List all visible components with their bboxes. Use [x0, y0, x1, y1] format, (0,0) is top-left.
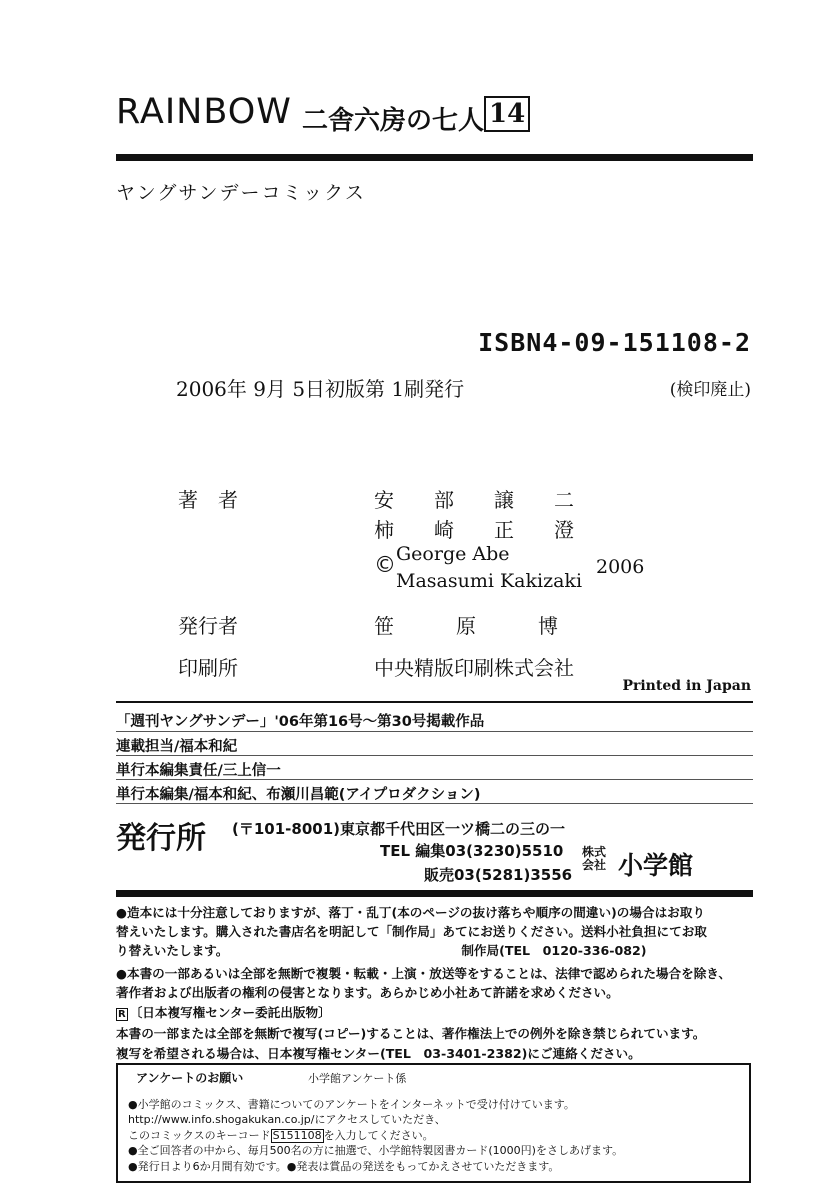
author-role: 著者	[178, 488, 258, 512]
rrc-icon: R	[118, 1009, 126, 1020]
survey-line: ●発行日より6か月間有効です。●発表は賞品の発送をもってかえさせていただきます。	[128, 1160, 560, 1173]
survey-keycode-line	[128, 1127, 434, 1143]
corporation-type: 株式 会社	[582, 845, 607, 872]
credit-line: 「週刊ヤングサンデー」'06年第16号〜第30号掲載作品	[116, 714, 485, 730]
keycode-suffix: を入力してください。	[323, 1129, 434, 1142]
isbn: ISBN4-09-151108-2	[478, 328, 751, 357]
author-name: 安部譲二	[374, 488, 614, 512]
divider	[116, 701, 753, 703]
notice-line: 本書の一部または全部を無断で複写(コピー)することは、著作権法上での例外を除き禁じられています。	[116, 1026, 706, 1041]
corporation-name: 小学館	[618, 851, 694, 880]
tel-editorial: TEL 編集03(3230)5510	[380, 842, 564, 860]
divider	[116, 803, 753, 804]
stamp-notice: (検印廃止)	[669, 380, 751, 400]
notice-line: 替えいたします。購入された書店名を明記して「制作局」あてにお送りください。送料小社負担にてお取	[116, 924, 707, 939]
credit-line: 単行本編集/福本和紀、布瀬川昌範(アイプロダクション)	[116, 787, 481, 803]
survey-line: ●全ご回答者の中から、毎月500名の方に抽選で、小学館特製図書カード(1000円)をさしあげます。	[128, 1144, 624, 1157]
notice-line: 複写を希望される場合は、日本複写権センター(TEL 03-3401-2382)にご連絡ください。	[116, 1046, 641, 1061]
survey-title: アンケートのお願い	[136, 1071, 244, 1085]
copyright-name: Masasumi Kakizaki	[396, 570, 583, 592]
top-rule	[116, 154, 753, 161]
copyright-name: George Abe	[396, 543, 510, 565]
notice-line	[116, 1002, 331, 1021]
publishing-house-label: 発行所	[116, 821, 206, 856]
printed-in: Printed in Japan	[622, 678, 751, 694]
notice-line: ●本書の一部あるいは全部を無断で複製・転載・上演・放送等をすることは、法律で認められた場合を除き、	[116, 966, 731, 981]
divider	[116, 779, 753, 780]
copyright-icon: ©	[374, 553, 396, 578]
survey-url: http://www.info.shogakukan.co.jp/にアクセスしていただき、	[128, 1113, 446, 1126]
notice-text: 〔日本複写権センター委託出版物〕	[129, 1005, 331, 1020]
publisher-name: 笹原博	[374, 614, 620, 638]
thick-rule	[116, 890, 753, 897]
imprint-label: ヤングサンデーコミックス	[116, 182, 366, 204]
keycode: S151108	[272, 1129, 322, 1142]
notice-line: 著作者および出版者の権利の侵害となります。あらかじめ小社あて許諾を求めください。	[116, 985, 619, 1000]
printer-name: 中央精版印刷株式会社	[374, 656, 574, 680]
notice-line: り替えいたします。 制作局(TEL 0120-336-082)	[116, 943, 647, 958]
survey-department: 小学館アンケート係	[308, 1072, 407, 1085]
notice-line: ●造本には十分注意しておりますが、落丁・乱丁(本のページの抜け落ちや順序の間違い)の場合はお取り	[116, 905, 705, 920]
credit-line: 単行本編集責任/三上信一	[116, 763, 281, 779]
divider	[116, 755, 753, 756]
keycode-prefix: このコミックスのキーコード	[128, 1129, 271, 1142]
volume-number: 14	[484, 96, 530, 132]
credit-line: 連載担当/福本和紀	[116, 739, 238, 755]
book-subtitle: 二舎六房の七人	[302, 106, 485, 136]
tel-sales: 販売03(5281)3556	[424, 866, 573, 884]
copyright-year: 2006	[596, 556, 645, 578]
publishing-house-address: (〒101-8001)東京都千代田区一ツ橋二の三の一	[232, 820, 565, 838]
author-name: 柿崎正澄	[374, 518, 614, 542]
printer-role: 印刷所	[178, 656, 238, 680]
survey-line: ●小学館のコミックス、書籍についてのアンケートをインターネットで受け付けています。	[128, 1098, 575, 1111]
publication-date: 2006年 9月 5日初版第 1刷発行	[176, 377, 465, 401]
publisher-role: 発行者	[178, 614, 238, 638]
divider	[116, 731, 753, 732]
book-title: RAINBOW	[116, 92, 292, 132]
